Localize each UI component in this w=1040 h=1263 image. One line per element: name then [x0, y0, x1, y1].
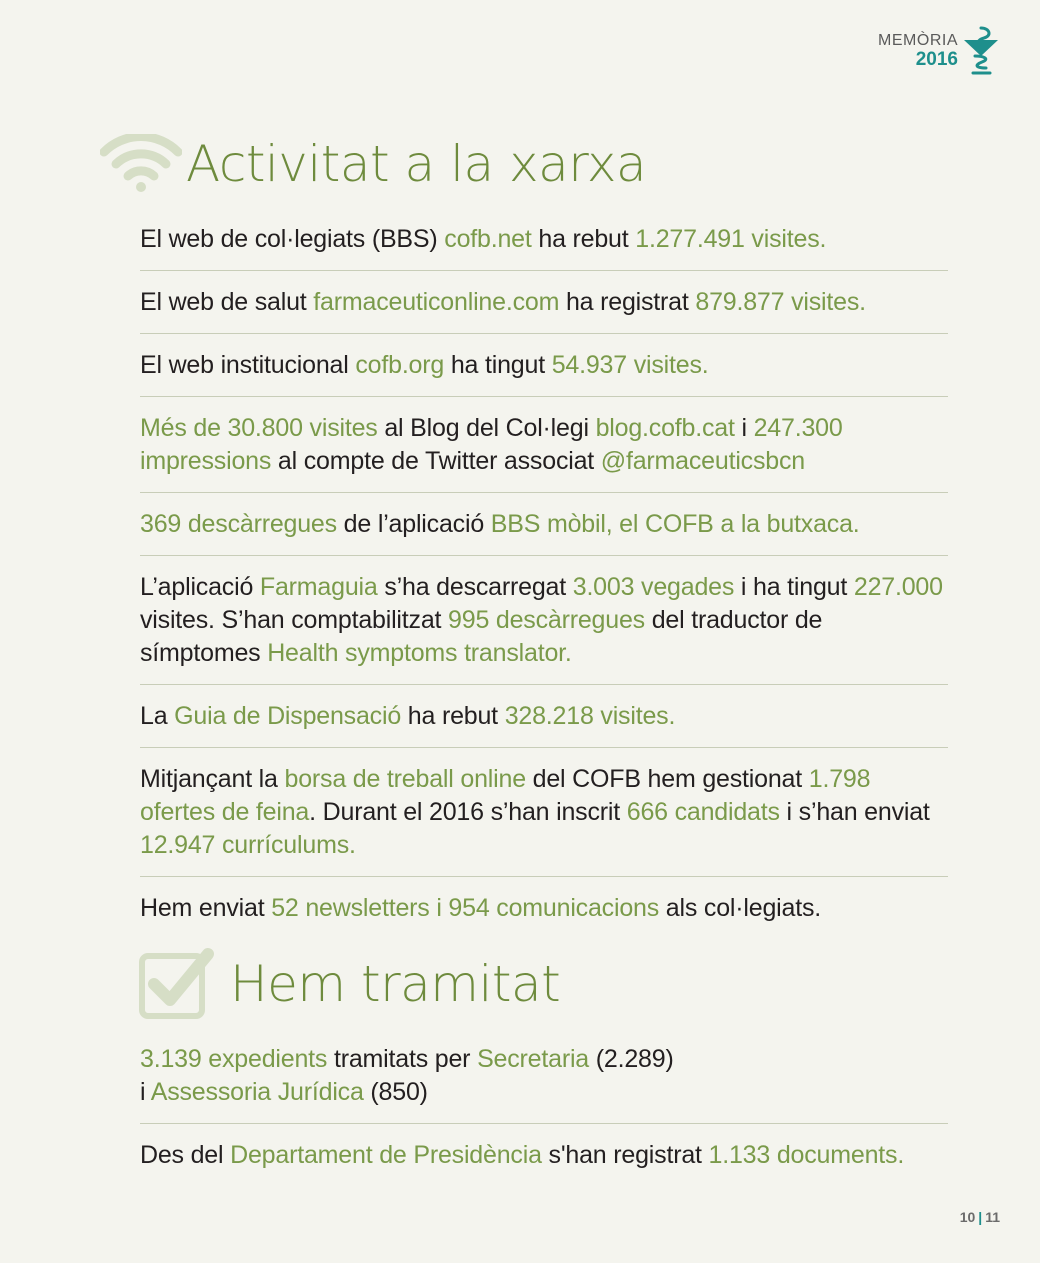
- highlight-text: cofb.net: [444, 225, 532, 253]
- highlight-text: 247.300 impressions: [140, 414, 843, 475]
- highlight-text: Departament de Presidència: [230, 1141, 542, 1169]
- body-text: i s’han enviat: [779, 798, 930, 826]
- caduceus-pharmacy-icon: [962, 26, 1000, 76]
- highlight-text: 52 newsletters i 954 comunicacions: [271, 894, 660, 922]
- report-brand: [878, 26, 1000, 76]
- body-text: ha registrat: [559, 288, 696, 316]
- list-item: [140, 1042, 948, 1124]
- highlight-text: farmaceuticonline.com: [313, 288, 560, 316]
- checkbox-checked-icon: [138, 946, 214, 1022]
- body-text: del COFB hem gestionat: [525, 765, 809, 793]
- body-text: La: [140, 702, 175, 730]
- list-item: [140, 570, 948, 685]
- body-text: tramitats per: [327, 1045, 478, 1073]
- body-text: El web de salut: [140, 288, 314, 316]
- highlight-text: Secretaria: [477, 1045, 590, 1073]
- processed-list: [140, 1042, 948, 1200]
- body-text: Mitjançant la: [140, 765, 285, 793]
- highlight-text: Health symptoms translator.: [267, 639, 572, 667]
- section-heading-processed: [138, 946, 560, 1022]
- body-text: ha tingut: [444, 351, 552, 379]
- list-item: [140, 222, 948, 271]
- body-text: Hem enviat: [140, 894, 272, 922]
- body-text: i: [734, 414, 754, 442]
- highlight-text: cofb.org: [355, 351, 445, 379]
- highlight-text: blog.cofb.cat: [595, 414, 735, 442]
- body-text: . Durant el 2016 s’han inscrit: [309, 798, 627, 826]
- body-text: visites. S’han comptabilitzat: [140, 606, 449, 634]
- list-item: [140, 507, 948, 556]
- section-title: Activitat a la xarxa: [186, 135, 647, 193]
- body-text: Des del: [140, 1141, 231, 1169]
- page-numbers: 10 | 11: [959, 1209, 1000, 1225]
- body-text: s’ha descarregat: [377, 573, 573, 601]
- body-text: ha rebut: [401, 702, 505, 730]
- network-activity-list: [140, 222, 948, 953]
- page-number-left: 10: [959, 1209, 976, 1225]
- section-heading-network-activity: [100, 134, 646, 194]
- highlight-text: Farmaguia: [259, 573, 378, 601]
- highlight-text: 369 descàrregues: [140, 510, 337, 538]
- body-text: (850): [363, 1078, 428, 1106]
- highlight-text: Guia de Dispensació: [174, 702, 402, 730]
- highlight-text: 227.000: [853, 573, 943, 601]
- body-text: ha rebut: [531, 225, 636, 253]
- body-text: de l’aplicació: [336, 510, 491, 538]
- body-text: s'han registrat: [541, 1141, 709, 1169]
- list-item: [140, 891, 948, 939]
- highlight-text: 54.937 visites.: [551, 351, 709, 379]
- brand-year: 2016: [915, 49, 958, 70]
- list-item: [140, 348, 948, 397]
- highlight-text: Assessoria Jurídica: [150, 1078, 364, 1106]
- highlight-text: Més de 30.800 visites: [140, 414, 378, 442]
- body-text: (2.289): [589, 1045, 674, 1073]
- page-number-right: 11: [985, 1209, 1000, 1225]
- highlight-text: 3.003 vegades: [572, 573, 735, 601]
- brand-label: MEMÒRIA: [878, 32, 958, 49]
- body-text: L’aplicació: [140, 573, 260, 601]
- highlight-text: 12.947 currículums.: [140, 831, 356, 859]
- highlight-text: 666 candidats: [626, 798, 780, 826]
- highlight-text: 1.133 documents.: [708, 1141, 905, 1169]
- body-text: i: [140, 1078, 151, 1106]
- highlight-text: 328.218 visites.: [504, 702, 676, 730]
- highlight-text: 879.877 visites.: [695, 288, 866, 316]
- list-item: [140, 699, 948, 748]
- list-item: [140, 285, 948, 334]
- list-item: [140, 411, 948, 493]
- highlight-text: 1.277.491 visites.: [635, 225, 827, 253]
- highlight-text: 3.139 expedients: [140, 1045, 328, 1073]
- highlight-text: borsa de treball online: [284, 765, 526, 793]
- highlight-text: 995 descàrregues: [448, 606, 645, 634]
- body-text: als col·legiats.: [659, 894, 821, 922]
- highlight-text: @farmaceuticsbcn: [600, 447, 805, 475]
- list-item: [140, 1138, 948, 1186]
- highlight-text: BBS mòbil, el COFB a la butxaca.: [490, 510, 860, 538]
- body-text: El web institucional: [140, 351, 356, 379]
- wifi-icon: [100, 134, 182, 194]
- body-text: i ha tingut: [734, 573, 854, 601]
- body-text: al compte de Twitter associat: [271, 447, 601, 475]
- body-text: del traductor de símptomes: [140, 606, 823, 667]
- list-item: [140, 762, 948, 877]
- body-text: al Blog del Col·legi: [377, 414, 596, 442]
- section-title: Hem tramitat: [230, 955, 561, 1013]
- highlight-text: 1.798 ofertes de feina: [140, 765, 871, 826]
- body-text: El web de col·legiats (BBS): [140, 225, 445, 253]
